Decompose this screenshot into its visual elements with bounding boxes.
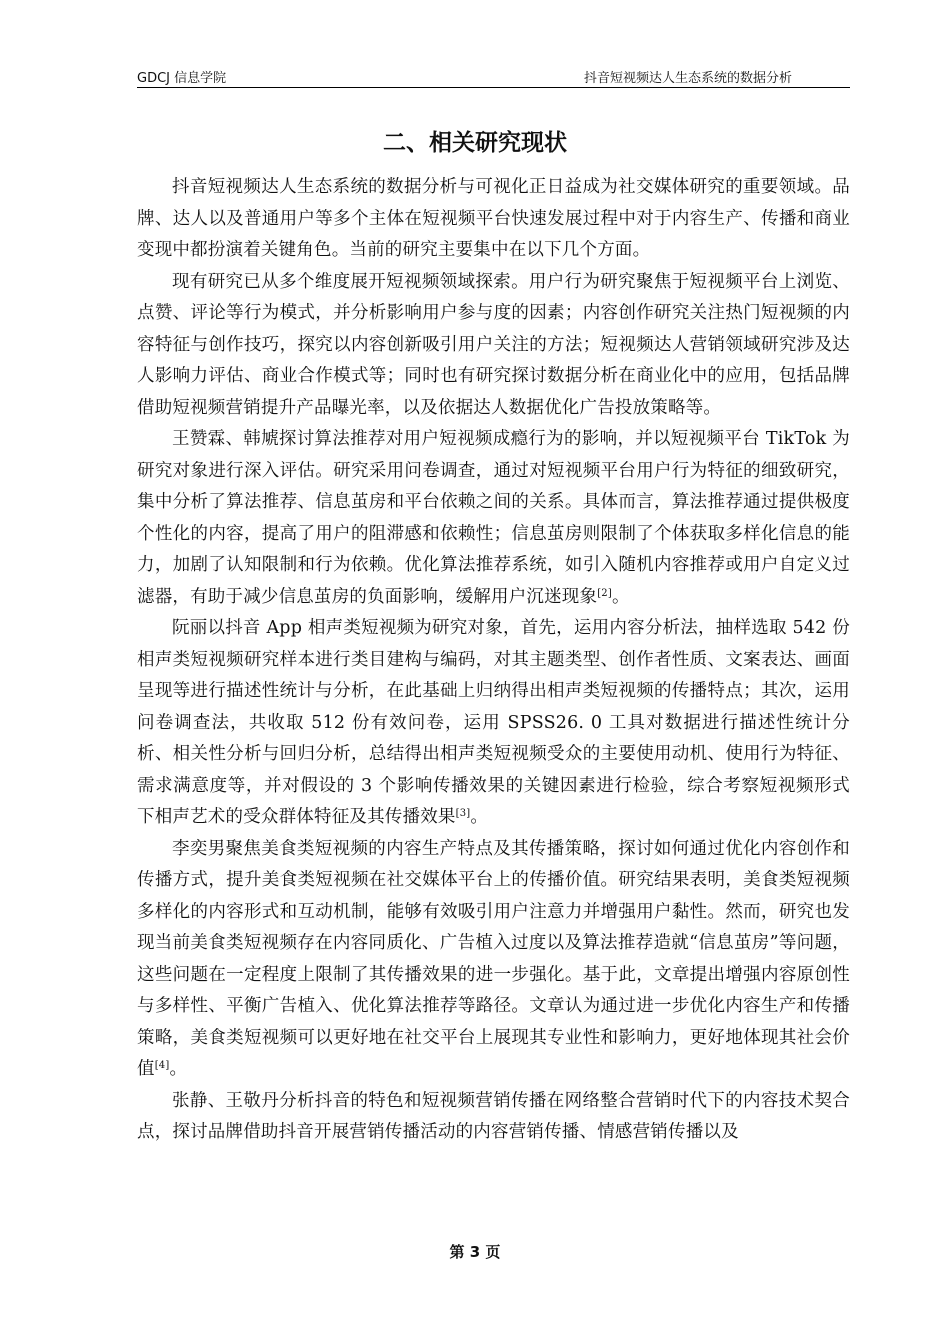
paragraph: [137, 172, 850, 267]
paragraph-tail: 。: [611, 586, 630, 607]
paragraph: [137, 1086, 850, 1149]
paragraph-text: 李奕男聚焦美食类短视频的内容生产特点及其传播策略，探讨如何通过优化内容创作和传播方式，提升美食类短视频在社交媒体平台上的传播价值。研究结果表明，美食类短视频多样化的内容形式和互动机制，能够有效吸引用户注意力并增强用户黏性。然而，研究也发现当前美食类短视频存在内容同质化、广告植入过度以及算法推荐造就“信息茧房”等问题，这些问题在一定程度上限制了其传播效果的进一步强化。基于此，文章提出增强内容原创性与多样性、平衡广告植入、优化算法推荐等路径。文章认为通过进一步优化内容生产和传播策略，美食类短视频可以更好地在社交平台上展现其专业性和影响力，更好地体现其社会价值: [137, 838, 850, 1079]
page-number: 第 3 页: [449, 1243, 501, 1261]
paragraph-tail: 。: [470, 807, 489, 827]
paragraph: [137, 424, 850, 613]
citation-ref: [2]: [597, 587, 612, 599]
header-institution: GDCJ 信息学院: [137, 71, 227, 86]
paragraph: [137, 613, 850, 834]
page-header: [137, 65, 850, 88]
paragraph-text: 抖音短视频达人生态系统的数据分析与可视化正日益成为社交媒体研究的重要领域。品牌、达人以及普通用户等多个主体在短视频平台快速发展过程中对于内容生产、传播和商业变现中都扮演着关键角色。当前的研究主要集中在以下几个方面。: [137, 177, 850, 260]
paragraph-text: 张静、王敬丹分析抖音的特色和短视频营销传播在网络整合营销时代下的内容技术契合点，探讨品牌借助抖音开展营销传播活动的内容营销传播、情感营销传播以及: [137, 1090, 850, 1142]
paragraph-tail: 。: [169, 1059, 188, 1079]
citation-ref: [4]: [154, 1060, 170, 1071]
paragraph-text: 现有研究已从多个维度展开短视频领域探索。用户行为研究聚焦于短视频平台上浏览、点赞、评论等行为模式，并分析影响用户参与度的因素；内容创作研究关注热门短视频的内容特征与创作技巧，探究以内容创新吸引用户关注的方法；短视频达人营销领域研究涉及达人影响力评估、商业合作模式等；同时也有研究探讨数据分析在商业化中的应用，包括品牌借助短视频营销提升产品曝光率，以及依据达人数据优化广告投放策略等。: [137, 271, 850, 418]
paragraph: [137, 267, 850, 425]
citation-ref: [3]: [455, 808, 471, 819]
header-document-title: 抖音短视频达人生态系统的数据分析: [583, 71, 792, 86]
body-text: [137, 172, 850, 1149]
paragraph-text: 阮丽以抖音 App 相声类短视频为研究对象，首先，运用内容分析法，抽样选取 542 份相声类短视频研究样本进行类目建构与编码，对其主题类型、创作者性质、文案表达、画面呈现等进行描述性统计与分析，在此基础上归纳得出相声类短视频的传播特点；其次，运用问卷调查法，共收取 512 份有效问卷，运用 SPSS26. 0 工具对数据进行描述性统计分析、相关性分析与回归分析，总结得出相声类短视频受众的主要使用动机、使用行为特征、需求满意度等，并对假设的 3 个影响传播效果的关键因素进行检验，综合考察短视频形式下相声艺术的受众群体特征及其传播效果: [137, 618, 850, 827]
section-title: 二、相关研究现状: [383, 130, 567, 156]
paragraph: [137, 834, 850, 1086]
paragraph-text: 王赞霖、韩虓探讨算法推荐对用户短视频成瘾行为的影响，并以短视频平台 TikTok 为研究对象进行深入评估。研究采用问卷调查，通过对短视频平台用户行为特征的细致研究，集中分析了算法推荐、信息茧房和平台依赖之间的关系。具体而言，算法推荐通过提供极度个性化的内容，提高了用户的阻滞感和依赖性；信息茧房则限制了个体获取多样化信息的能力，加剧了认知限制和行为依赖。优化算法推荐系统，如引入随机内容推荐或用户自定义过滤器，有助于减少信息茧房的负面影响，缓解用户沉迷现象: [137, 429, 850, 607]
